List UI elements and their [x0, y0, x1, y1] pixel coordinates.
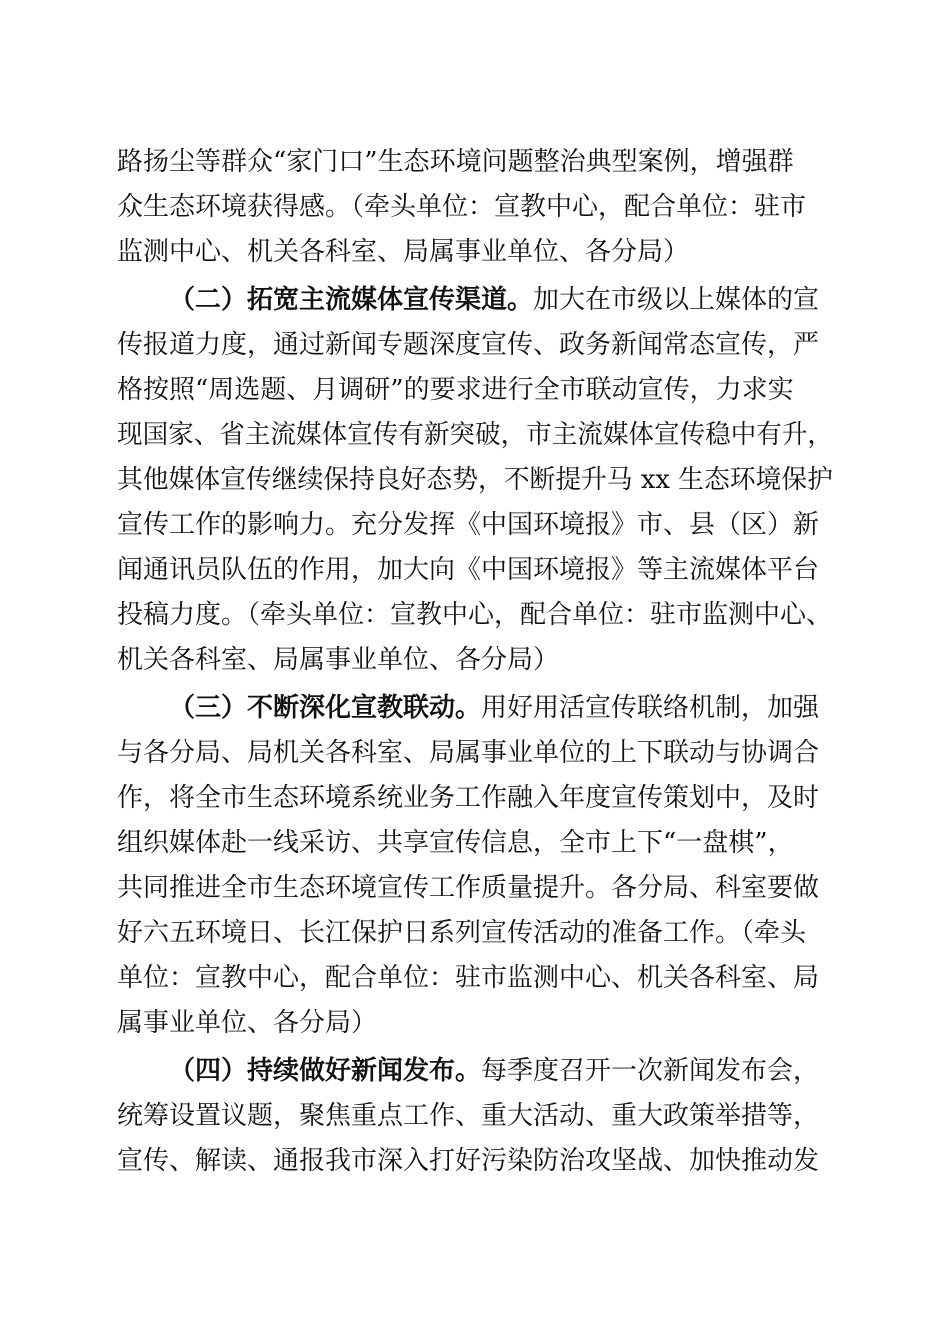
paragraph-2-line: 机关各科室、局属事业单位、各分局）: [117, 645, 560, 675]
paragraph-2-line: 闻通讯员队伍的作用，加大向《中国环境报》等主流媒体平台: [117, 555, 820, 585]
paragraph-3-first-line: [169, 690, 819, 726]
paragraph-2-line: 其他媒体宣传继续保持良好态势，不断提升马 xx 生态环境保护: [117, 465, 833, 495]
paragraph-3-line: 组织媒体赴一线采访、共享宣传信息，全市上下“一盘棋”，: [117, 828, 794, 858]
paragraph-1-line-1: 路扬尘等群众“家门口”生态环境问题整治典型案例，增强群: [117, 147, 794, 177]
paragraph-1-line-2: 众生态环境获得感。（牵头单位：宣教中心，配合单位：驻市: [117, 192, 807, 222]
paragraph-4-first-line-text: 每季度召开一次新闻发布会，: [481, 1056, 820, 1086]
paragraph-4-first-line: [169, 1053, 819, 1089]
paragraph-2-first-line: [169, 282, 819, 318]
paragraph-4-line: 宣传、解读、通报我市深入打好污染防治攻坚战、加快推动发: [117, 1146, 820, 1176]
paragraph-3-line: 作，将全市生态环境系统业务工作融入年度宣传策划中，及时: [117, 783, 820, 813]
paragraph-2-first-line-text: 加大在市级以上媒体的宣: [533, 285, 820, 315]
paragraph-4-line: 统筹设置议题，聚焦重点工作、重大活动、重大政策举措等，: [117, 1101, 820, 1131]
paragraph-3-line: 与各分局、局机关各科室、局属事业单位的上下联动与协调合: [117, 738, 820, 768]
paragraph-2-line: 宣传工作的影响力。充分发挥《中国环境报》市、县（区）新: [117, 510, 820, 540]
paragraph-2-line: 传报道力度，通过新闻专题深度宣传、政务新闻常态宣传，严: [117, 330, 820, 360]
section-heading-3: （三）不断深化宣教联动。: [169, 693, 482, 723]
section-heading-2: （二）拓宽主流媒体宣传渠道。: [169, 285, 534, 315]
section-heading-4: （四）持续做好新闻发布。: [169, 1056, 482, 1086]
paragraph-3-line: 属事业单位、各分局）: [117, 1008, 378, 1038]
paragraph-3-line: 好六五环境日、长江保护日系列宣传活动的准备工作。（牵头: [117, 918, 807, 948]
paragraph-3-first-line-text: 用好用活宣传联络机制，加强: [481, 693, 820, 723]
paragraph-3-line: 共同推进全市生态环境宣传工作质量提升。各分局、科室要做: [117, 873, 820, 903]
paragraph-3-line: 单位：宣教中心，配合单位：驻市监测中心、机关各科室、局: [117, 963, 820, 993]
paragraph-2-line: 投稿力度。（牵头单位：宣教中心，配合单位：驻市监测中心、: [117, 600, 833, 630]
paragraph-2-line: 格按照“周选题、月调研”的要求进行全市联动宣传，力求实: [117, 375, 794, 405]
paragraph-2-line: 现国家、省主流媒体宣传有新突破，市主流媒体宣传稳中有升，: [117, 420, 834, 450]
paragraph-1-line-3: 监测中心、机关各科室、局属事业单位、各分局）: [117, 237, 690, 267]
